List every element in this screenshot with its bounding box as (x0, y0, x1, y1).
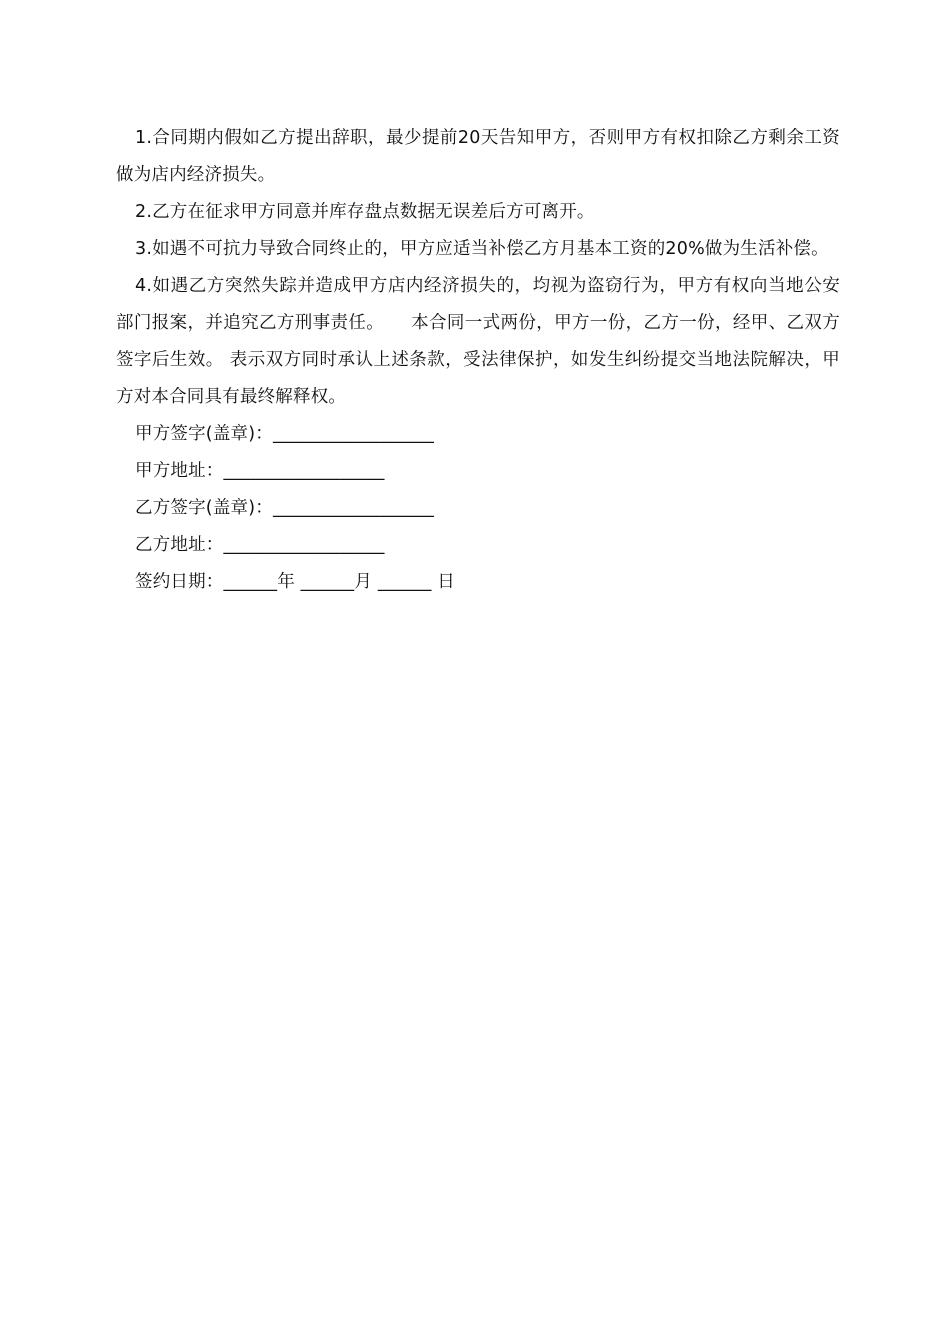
party-b-address-line: 乙方地址：__________________ (135, 535, 385, 555)
contract-body (116, 120, 840, 601)
clause-3: 3.如遇不可抗力导致合同终止的，甲方应适当补偿乙方月基本工资的20%做为生活补偿。 (135, 239, 829, 259)
clause-2: 2.乙方在征求甲方同意并库存盘点数据无误差后方可离开。 (135, 202, 595, 222)
party-a-address-line: 甲方地址：__________________ (135, 461, 385, 481)
sign-date-line: 签约日期：______年 ______月 ______ 日 (135, 572, 455, 592)
party-a-signature-line: 甲方签字(盖章)：__________________ (135, 424, 435, 444)
party-b-signature-line: 乙方签字(盖章)：__________________ (135, 498, 435, 518)
clause-4: 4.如遇乙方突然失踪并造成甲方店内经济损失的，均视为盗窃行为，甲方有权向当地公安部门报案，并追究乙方刑事责任。 本合同一式两份，甲方一份，乙方一份，经甲、乙双方签字后生效。 表示双方同时承认上述条款，受法律保护，如发生纠纷提交当地法院解决，甲方对本合同具有最终解释权。 (116, 276, 840, 407)
clause-1: 1.合同期内假如乙方提出辞职，最少提前20天告知甲方，否则甲方有权扣除乙方剩余工资做为店内经济损失。 (116, 128, 840, 185)
